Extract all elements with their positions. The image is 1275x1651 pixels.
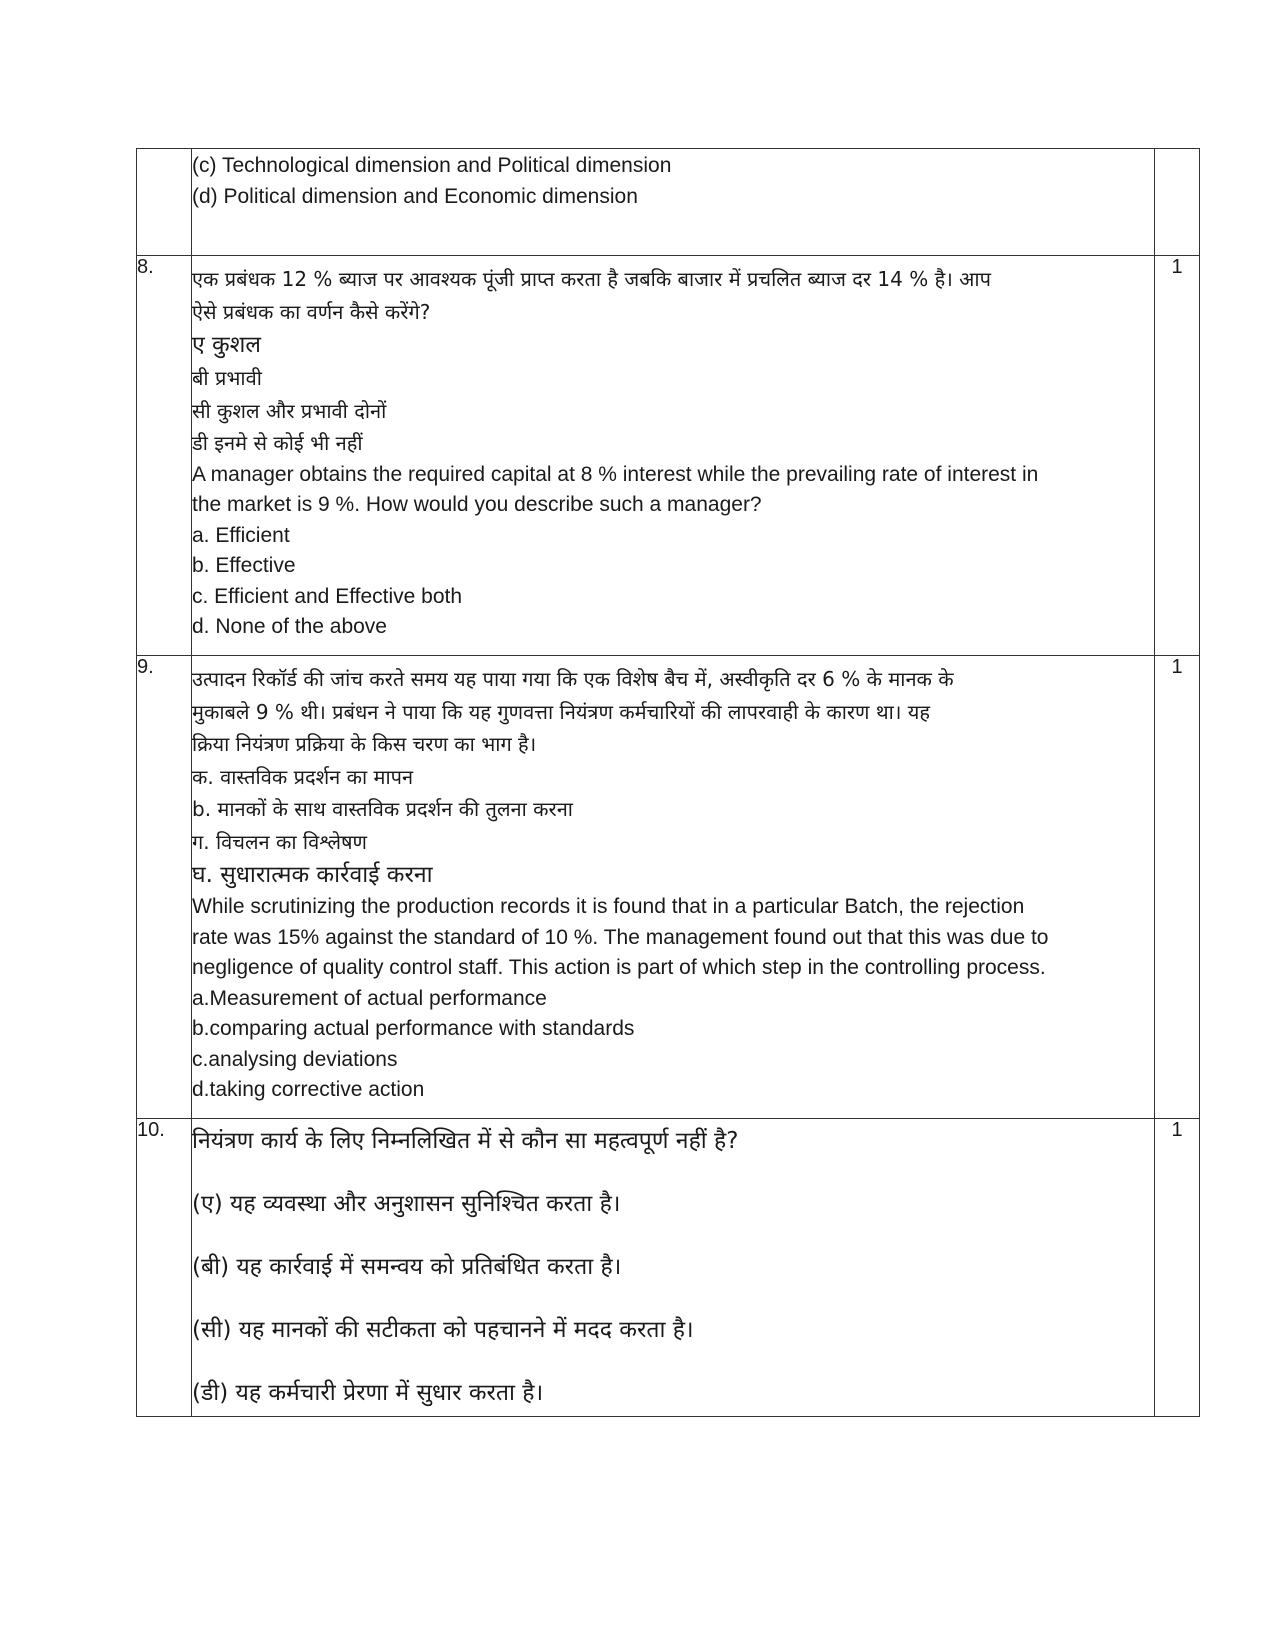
hindi-option: सी कुशल और प्रभावी दोनों [192, 398, 387, 423]
english-question-line: rate was 15% against the standard of 10 %. The management found out that this was due to [192, 925, 1049, 949]
hindi-question-line: ऐसे प्रबंधक का वर्णन कैसे करेंगे? [192, 299, 431, 324]
english-option: a.Measurement of actual performance [192, 986, 547, 1010]
english-question-line: the market is 9 %. How would you describe such a manager? [192, 493, 762, 516]
hindi-option: घ. सुधारात्मक कार्रवाई करना [192, 862, 433, 888]
english-question-line: A manager obtains the required capital at 8 % interest while the prevailing rate of interest in [192, 462, 1039, 486]
question-row-7-continued [137, 149, 1200, 256]
hindi-option: (बी) यह कार्रवाई में समन्वय को प्रतिबंधित करता है। [192, 1254, 622, 1280]
hindi-option: क. वास्तविक प्रदर्शन का मापन [192, 764, 414, 789]
question-marks: 1 [1155, 1119, 1200, 1417]
hindi-question-line: उत्पादन रिकॉर्ड की जांच करते समय यह पाया गया कि एक विशेष बैच में, अस्वीकृति दर 6 % के मानक के [192, 667, 954, 691]
english-option: a. Efficient [192, 523, 290, 547]
question-body [192, 256, 1155, 656]
english-option: c. Efficient and Effective both [192, 584, 463, 608]
hindi-question-line: क्रिया नियंत्रण प्रक्रिया के किस चरण का भाग है। [192, 732, 537, 756]
question-row-9 [137, 656, 1200, 1119]
english-option: c.analysing deviations [192, 1047, 398, 1071]
question-number: 10. [137, 1119, 192, 1417]
question-marks: 1 [1155, 656, 1200, 1119]
question-body [192, 149, 1155, 256]
english-option: b.comparing actual performance with standards [192, 1017, 635, 1040]
english-option: b. Effective [192, 554, 296, 577]
question-table [136, 148, 1200, 1417]
hindi-question-line: मुकाबले 9 % थी। प्रबंधन ने पाया कि यह गुणवत्ता नियंत्रण कर्मचारियों की लापरवाही के कारण था। यह [192, 699, 930, 724]
hindi-option: (सी) यह मानकों की सटीकता को पहचानने में मदद करता है। [192, 1317, 694, 1343]
hindi-question-line: नियंत्रण कार्य के लिए निम्नलिखित में से कौन सा महत्वपूर्ण नहीं है? [192, 1128, 739, 1154]
question-body [192, 1119, 1155, 1417]
question-marks: 1 [1155, 256, 1200, 656]
question-row-8 [137, 256, 1200, 656]
hindi-option: ग. विचलन का विश्लेषण [192, 829, 368, 854]
hindi-option: बी प्रभावी [192, 366, 262, 390]
english-question-line: While scrutinizing the production records it is found that in a particular Batch, the rejection [192, 895, 1025, 918]
hindi-question-line: एक प्रबंधक 12 % ब्याज पर आवश्यक पूंजी प्राप्त करता है जबकि बाजार में प्रचलित ब्याज दर 14 % है। आप [192, 267, 991, 291]
question-body [192, 656, 1155, 1119]
option-line: (c) Technological dimension and Political dimension [192, 154, 672, 177]
question-number: 9. [137, 656, 192, 1119]
hindi-option: डी इनमे से कोई भी नहीं [192, 431, 363, 455]
hindi-option: ए कुशल [192, 332, 261, 358]
option-line: (d) Political dimension and Economic dimension [192, 184, 638, 208]
hindi-option: b. मानकों के साथ वास्तविक प्रदर्शन की तुलना करना [192, 797, 573, 821]
question-number [137, 149, 192, 256]
english-option: d. None of the above [192, 615, 387, 638]
question-marks [1155, 149, 1200, 256]
question-row-10 [137, 1119, 1200, 1417]
english-option: d.taking corrective action [192, 1078, 425, 1101]
english-question-line: negligence of quality control staff. This action is part of which step in the controlling process. [192, 956, 1046, 979]
question-number: 8. [137, 256, 192, 656]
hindi-option: (ए) यह व्यवस्था और अनुशासन सुनिश्चित करता है। [192, 1191, 621, 1217]
hindi-option: (डी) यह कर्मचारी प्रेरणा में सुधार करता है। [192, 1380, 544, 1406]
